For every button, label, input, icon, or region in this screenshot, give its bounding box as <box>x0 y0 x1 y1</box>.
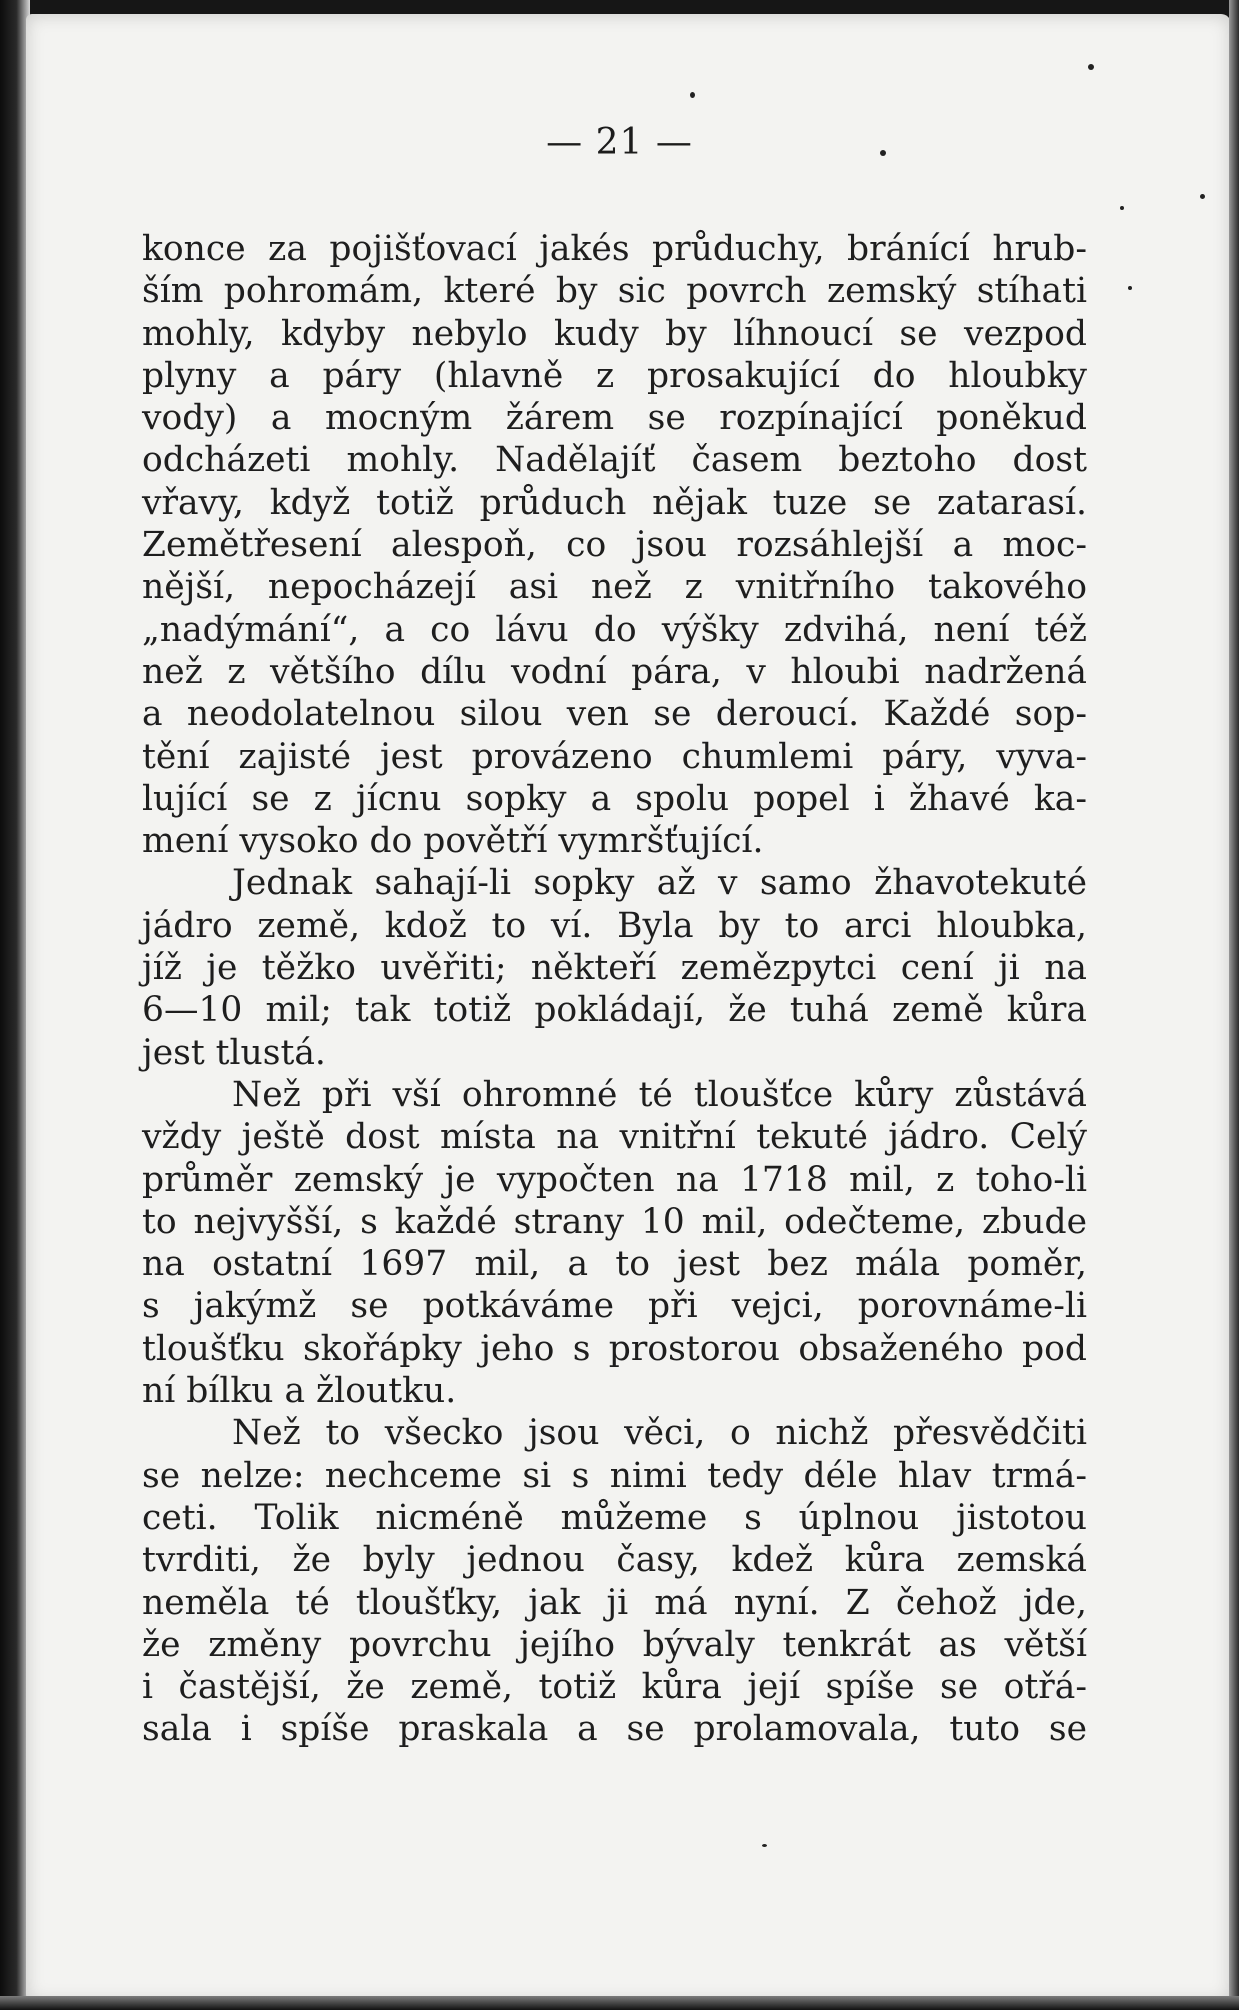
text-line: jádro země, kdož to ví. Byla by to arci hloubka, <box>142 905 1087 946</box>
text-line: plyny a páry (hlavně z prosakující do hloubky <box>142 355 1087 396</box>
dust-speck <box>762 1844 767 1847</box>
text-line: ším pohromám, které by sic povrch zemský stíhati <box>142 271 1087 312</box>
text-line: ní bílku a žloutku. <box>142 1371 457 1412</box>
text-line: tění zajisté jest provázeno chumlemi páry, vyva- <box>142 736 1087 777</box>
text-line: ceti. Tolik nicméně můžeme s úplnou jistotou <box>142 1497 1087 1538</box>
text-line: konce za pojišťovací jakés průduchy, bránící hrub- <box>142 229 1087 269</box>
page-number: — 21 — <box>546 122 693 163</box>
text-line: vždy ještě dost místa na vnitřní tekuté jádro. Celý <box>142 1117 1087 1158</box>
text-line: Než to všecko jsou věci, o nichž přesvědčiti <box>232 1413 1087 1454</box>
text-line: i častější, že země, totiž kůra její spíše se otřá- <box>142 1667 1087 1708</box>
dust-speck <box>1128 286 1132 290</box>
text-line: jíž je těžko uvěřiti; někteří zemězpytci cení ji na <box>142 948 1087 989</box>
text-line: neměla té tloušťky, jak ji má nyní. Z čehož jde, <box>142 1582 1087 1623</box>
text-line: vřavy, když totiž průduch nějak tuze se zatarasí. <box>142 482 1087 523</box>
text-line: to nejvyšší, s každé strany 10 mil, odečteme, zbude <box>142 1201 1087 1242</box>
text-line: vody) a mocným žárem se rozpínající poněkud <box>142 398 1087 439</box>
text-line: odcházeti mohly. Nadělajíť časem beztoho dost <box>142 440 1087 481</box>
text-line: Zemětřesení alespoň, co jsou rozsáhlejší a moc- <box>142 525 1087 566</box>
text-line: Než při vší ohromné té tloušťce kůry zůstává <box>232 1074 1087 1115</box>
text-line: mohly, kdyby nebylo kudy by líhnoucí se vezpod <box>142 313 1087 354</box>
text-line: Jednak sahají-li sopky až v samo žhavotekuté <box>232 863 1087 904</box>
dust-speck <box>1200 194 1205 199</box>
page-right-edge <box>1229 0 1239 2010</box>
text-line: tvrditi, že byly jednou časy, kdež kůra zemská <box>142 1540 1087 1581</box>
text-line: sala i spíše praskala a se prolamovala, tuto se <box>142 1709 1087 1750</box>
body-text <box>142 228 1087 1751</box>
text-line: 6—10 mil; tak totiž pokládají, že tuhá země kůra <box>142 990 1087 1031</box>
text-line: se nelze: nechceme si s nimi tedy déle hlav trmá- <box>142 1455 1087 1496</box>
text-line: průměr zemský je vypočten na 1718 mil, z toho-li <box>142 1159 1087 1200</box>
text-line: „nadýmání“, a co lávu do výšky zdvihá, není též <box>142 609 1087 650</box>
text-line: lující se z jícnu sopky a spolu popel i žhavé ka- <box>142 778 1087 819</box>
dust-speck <box>1088 64 1094 70</box>
dust-speck <box>1120 206 1124 210</box>
text-line: jest tlustá. <box>142 1032 326 1073</box>
text-line: nější, nepocházejí asi než z vnitřního takového <box>142 567 1087 608</box>
text-line: a neodolatelnou silou ven se deroucí. Každé sop- <box>142 694 1087 735</box>
text-line: než z většího dílu vodní pára, v hloubi nadržená <box>142 651 1087 692</box>
dust-speck <box>690 92 695 98</box>
text-line: tloušťku skořápky jeho s prostorou obsaženého pod <box>142 1328 1087 1369</box>
text-line: s jakýmž se potkáváme při vejci, porovnáme-li <box>142 1286 1087 1327</box>
text-line: mení vysoko do povětří vymršťující. <box>142 821 764 862</box>
text-line: na ostatní 1697 mil, a to jest bez mála poměr, <box>142 1244 1087 1285</box>
page-bottom-edge <box>0 1996 1239 2010</box>
text-line: že změny povrchu jejího bývaly tenkrát as větší <box>142 1624 1087 1665</box>
